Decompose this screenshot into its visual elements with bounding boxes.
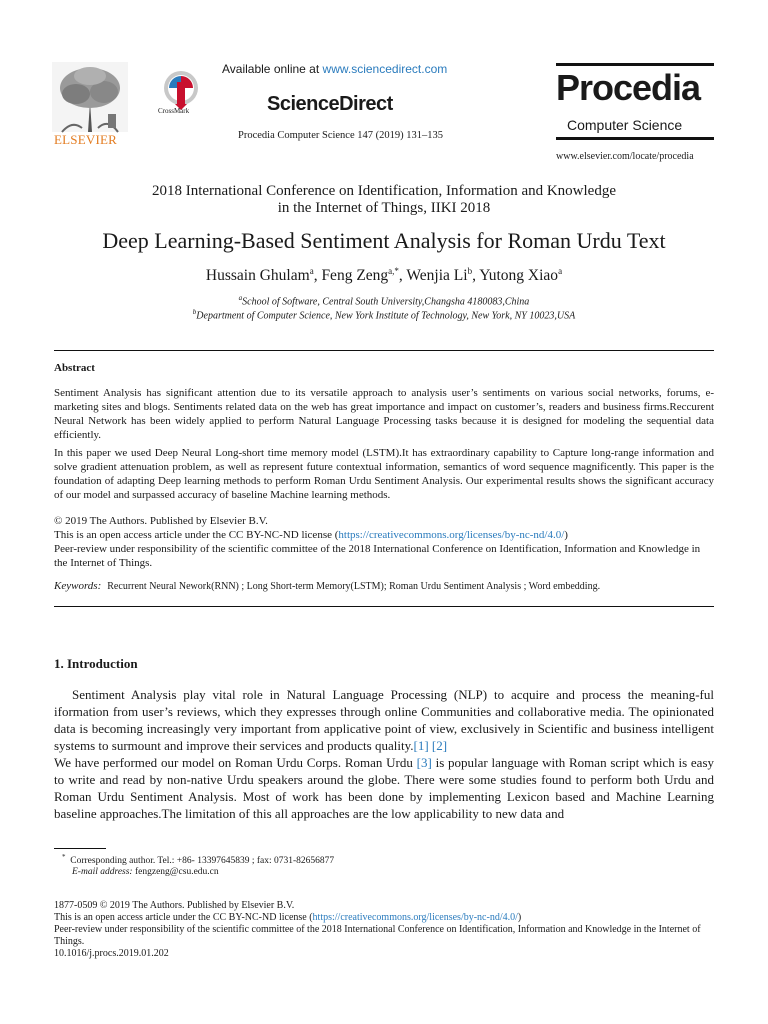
- procedia-logo-title: Procedia: [556, 67, 701, 108]
- footer-block: [54, 900, 714, 960]
- footer-license-link[interactable]: https://creativecommons.org/licenses/by-nc-nd/4.0/: [312, 912, 518, 923]
- doi-line[interactable]: 10.1016/j.procs.2019.01.202: [54, 948, 169, 959]
- introduction-paragraph-2-after: is popular language with Roman script which is easy to write and read by non-native Urdu speakers around the globe. There were some studies found to perform both Urdu and Roman Urdu Sentiment Analysis. Most of work has been done by implementing Lexicon based and Machine Learning baseline approaches.The limitation of this all approaches are the low applicability to new data and: [54, 755, 715, 821]
- author-name: Feng Zeng: [321, 267, 389, 285]
- abstract-heading: Abstract: [54, 362, 95, 374]
- author-name: Hussain Ghulam: [205, 267, 310, 285]
- citation-link[interactable]: [3]: [416, 755, 432, 770]
- footer-peer-review: Peer-review under responsibility of the scientific committee of the 2018 International Conference on Identification, Information and Knowledge in the Internet of Things.: [54, 924, 701, 947]
- affiliation-a-text: School of Software, Central South University,Changsha 4180083,China: [242, 296, 530, 308]
- author-name: Yutong Xiao: [479, 267, 559, 285]
- license-line: [54, 528, 714, 542]
- author-affiliation-mark: a: [558, 266, 563, 276]
- author-list: [0, 266, 768, 285]
- license-block: [54, 514, 714, 570]
- footnote-rule: [54, 848, 106, 849]
- affiliation-a: [0, 294, 768, 307]
- sciencedirect-link[interactable]: www.sciencedirect.com: [322, 62, 448, 76]
- author-affiliation-mark: a,*: [388, 266, 399, 276]
- license-suffix: ): [564, 529, 568, 541]
- introduction-paragraph-2: [54, 754, 714, 822]
- keywords-line: [54, 580, 600, 592]
- citation-link[interactable]: [1]: [413, 738, 429, 753]
- author-separator: ,: [313, 267, 322, 285]
- procedia-bottom-rule: [556, 137, 714, 140]
- journal-citation: Procedia Computer Science 147 (2019) 131–135: [238, 130, 443, 141]
- elsevier-journal-url[interactable]: www.elsevier.com/locate/procedia: [556, 151, 694, 162]
- footer-license-prefix: This is an open access article under the CC BY-NC-ND license (: [54, 912, 313, 923]
- keywords-text: Recurrent Neural Nework(RNN) ; Long Short-term Memory(LSTM); Roman Urdu Sentiment Analysis ; Word embedding.: [107, 581, 601, 592]
- footer-license-line: [54, 912, 714, 924]
- license-prefix: This is an open access article under the CC BY-NC-ND license (: [54, 529, 339, 541]
- paper-title: Deep Learning-Based Sentiment Analysis for Roman Urdu Text: [102, 228, 666, 253]
- introduction-paragraph-2-before: We have performed our model on Roman Urdu Corps. Roman Urdu: [54, 755, 417, 770]
- introduction-paragraph-1-text: Sentiment Analysis play vital role in Natural Language Processing (NLP) to acquire and process the meaning-ful iformation from user’s reviews, which they expresses through online Communities and collaborative media. The opinionated data is becoming increasingly very important from applicative point of view, exclusively in Scientific and business intelligent systems to surmount and improve their services and products quality.: [54, 687, 714, 753]
- email-label: E-mail address:: [72, 867, 133, 877]
- abstract-paragraph-2: In this paper we used Deep Neural Long-short time memory model (LSTM).It has extraordinary capability to Capture long-range information and solve gradient attenuation problem, as well as represent future contextual information, semantics of word sequence magnificently. This paper is the foundation of adapting Deep learning methods to perform Roman Urdu Sentiment Analysis. Our experimental results shows the significant accuracy of our model and surpassed accuracy of baseline Machine learning methods.: [54, 447, 714, 501]
- author-separator: ,: [398, 267, 407, 285]
- corresponding-author-text: Corresponding author. Tel.: +86- 13397645839 ; fax: 0731-82656877: [70, 856, 335, 867]
- footer-license-suffix: ): [517, 912, 522, 923]
- abstract-paragraph-1: Sentiment Analysis has significant attention due to its versatile approach to analysis user’s sentiments on various social networks, forums, e-marketing sites and blogs. Sentiments related data on the web has great importance and impact on customer’s, readers and business firms.Reccurent Neural Network has been widely applied to perform Natural Language Processing tasks because it is designed for modeling the sequential data efficiently.: [54, 387, 714, 441]
- abstract-bottom-rule: [54, 606, 714, 607]
- author-separator: ,: [472, 267, 480, 285]
- citation-link[interactable]: [2]: [431, 738, 448, 753]
- corresponding-author-footnote: [62, 853, 334, 866]
- issn-line: 1877-0509 © 2019 The Authors. Published by Elsevier B.V.: [54, 900, 295, 911]
- affiliation-a-mark: a: [238, 294, 243, 302]
- introduction-paragraph-1: [54, 686, 714, 754]
- available-prefix: Available online at: [222, 62, 323, 76]
- author-affiliation-mark: b: [467, 266, 473, 276]
- author-name: Wenjia Li: [406, 267, 468, 285]
- license-link[interactable]: https://creativecommons.org/licenses/by-nc-nd/4.0/: [338, 529, 565, 541]
- procedia-top-rule: [556, 63, 714, 66]
- email-address[interactable]: fengzeng@csu.edu.cn: [134, 867, 219, 877]
- abstract-top-rule: [54, 350, 714, 351]
- crossmark-label: CrossMark: [158, 107, 190, 115]
- affiliation-b-mark: b: [192, 308, 197, 316]
- keywords-label: Keywords:: [54, 580, 102, 592]
- elsevier-wordmark: ELSEVIER: [54, 132, 117, 147]
- author-affiliation-mark: a: [309, 266, 314, 276]
- affiliation-b: [0, 308, 768, 321]
- email-footnote: [72, 867, 219, 877]
- section-heading-introduction: 1. Introduction: [54, 656, 138, 671]
- conference-line-1: 2018 International Conference on Identification, Information and Knowledge: [151, 183, 616, 199]
- footnote-mark: *: [62, 853, 66, 861]
- affiliation-b-text: Department of Computer Science, New York Institute of Technology, New York, NY 10023,USA: [196, 310, 576, 322]
- sciencedirect-logo: ScienceDirect: [267, 93, 393, 115]
- copyright-line: © 2019 The Authors. Published by Elsevier B.V.: [54, 515, 268, 527]
- procedia-logo-subtitle: Computer Science: [567, 117, 683, 133]
- available-online-line: [222, 62, 447, 76]
- peer-review-line: Peer-review under responsibility of the scientific committee of the 2018 International Conference on Identification, Information and Knowledge in the Internet of Things.: [54, 543, 701, 569]
- conference-line-2: in the Internet of Things, IIKI 2018: [277, 200, 491, 216]
